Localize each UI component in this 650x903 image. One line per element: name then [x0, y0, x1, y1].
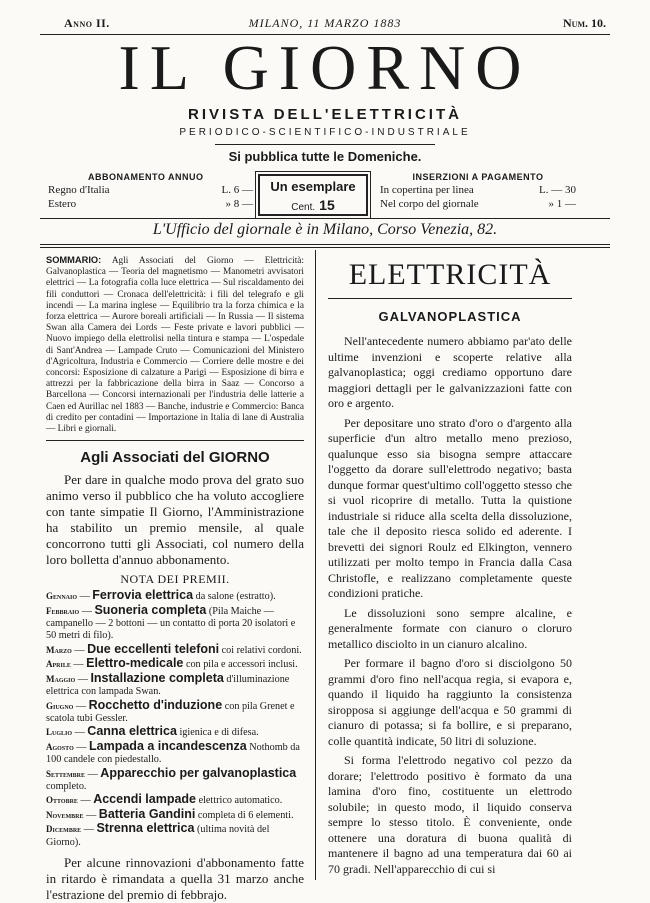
advertising-heading: INSERZIONI A PAGAMENTO: [412, 172, 544, 182]
premio-item: Novembre — Batteria Gandini completa di 6 elementi.: [46, 806, 294, 821]
tagline-rule: [215, 144, 435, 145]
issue-number: Num. 10.: [563, 16, 606, 30]
premio-item: Gennaio — Ferrovia elettrica da salone (estratto).: [46, 588, 276, 603]
masthead-subtitle: RIVISTA DELL'ELETTRICITÀ: [188, 106, 462, 123]
premio-item: Ottobre — Accendi lampade elettrico automatico.: [46, 792, 283, 807]
estero-price: » 8 —: [225, 198, 253, 210]
subscription-box: [48, 172, 253, 210]
premio-item: Dicembre — Strenna elettrica (ultima novità del Giorno).: [46, 821, 270, 848]
copertina-price: L. — 30: [539, 184, 576, 196]
subscription-heading: ABBONAMENTO ANNUO: [88, 172, 204, 182]
sommario-text: Agli Associati del Giorno — Elettricità: Galvanoplastica — Teoria del magnetismo — Manometri avvisatori elettrici — La fotografia colla luce elettrica — Sul riscaldamento dei fili conduttori — Cronaca dell'elettricità: i fili del telegrafo e gli incendi — La marina inglese — Equilibrio tra la forza chimica e la forza elettrica — Aurore boreali artificiali — In Russia — Il sistema Swan alla Camera dei Lords — Feste private e lavori pubblici — Nuovo impiego della elettrolisi nella tintura e stampa — L'ospedale di Sant'Andrea — Lampade Cruto — Comunicazioni del Ministero d'Agricoltura, Industria e Commercio — Corriere delle mostre e dei concorsi: Esposizione di calzature a Parigi — Esposizione di birra e attrezzi per la fabbricazione della birra in Saaz — Concorso a Barcellona — Concorsi internazionali per l'industria delle latterie a Caen ed Aurillac nel 1883 — Banche, industrie e Commercio: Banca di credito per contadini — Importazione in Italia di lane di Australia — Libri e giornali.: [46, 256, 305, 435]
article-paragraph: Nell'antecedente numero abbiamo par'ato delle ultime invenzioni e scoperte relative alla galvanoplastica; oggi crediamo opportuno dare maggiori dettagli per le galvanizzazioni fatte con oro e argento.: [328, 334, 572, 410]
copertina-label: In copertina per linea: [380, 184, 474, 196]
masthead-title: IL GIORNO: [118, 32, 532, 103]
corpo-price: » 1 —: [548, 198, 576, 210]
office-address: L'Ufficio del giornale è in Milano, Corso Venezia, 82.: [152, 221, 498, 238]
premio-item: Luglio — Canna elettrica igienica e di difesa.: [46, 724, 259, 739]
office-rule-top: [40, 218, 610, 219]
premio-item: Febbraio — Suoneria completa (Pila Maiche — campanello — 2 bottoni — un contatto di porta 20 isolatori e 50 metri di filo).: [46, 602, 296, 642]
single-copy-label: Un esemplare: [270, 179, 356, 194]
office-rule-bottom: [40, 244, 610, 245]
single-copy-price-label: Cent.: [291, 202, 316, 213]
advertising-box: [380, 172, 576, 210]
premi-list: [46, 589, 304, 849]
premio-item: Giugno — Rocchetto d'induzione con pila Grenet e scatola tubi Gessler.: [46, 697, 295, 724]
premio-item: Maggio — Installazione completa d'illuminazione elettrica con lampada Swan.: [46, 670, 290, 698]
masthead-tagline: PERIODICO-SCIENTIFICO-INDUSTRIALE: [179, 127, 471, 138]
single-copy-price: 15: [319, 197, 335, 213]
regno-label: Regno d'Italia: [48, 184, 110, 196]
sommario: [46, 255, 304, 435]
article-title: ELETTRICITÀ: [328, 258, 572, 299]
article-paragraph: Le dissoluzioni sono sempre alcaline, e generalmente formate con cianuro o cloruro metallico disciolto in un cianuro alcalino.: [328, 605, 572, 651]
article-paragraph: Si forma l'elettrodo negativo col pezzo da dorare; l'elettrodo positivo è formato da una lamina d'oro fino, costituente un elettrodo solubile; in questo modo, il liquido conserva sempre lo stesso titolo. È conveniente, onde ottenere una doratura di buona qualità di mantenere il bagno ad una temperatura dai 60 ai 70 gradi. Nell'apparecchio di cui si: [328, 753, 572, 876]
office-rule-double: [40, 247, 610, 248]
header-line: [40, 14, 610, 34]
right-column: [328, 258, 572, 877]
publication-schedule: Si pubblica tutte le Domeniche.: [228, 149, 422, 164]
estero-label: Estero: [48, 198, 77, 210]
associati-intro: Per dare in qualche modo prova del grato suo animo verso il pubblico che ha voluto accogliere con tante simpatie Il Giorno, l'Amministrazione ha stabilito un premio mensile, al quale concorrono tutti gli Associati, col numero della loro bolletta d'annuo abbonamento.: [46, 472, 304, 568]
premio-item: Settembre — Apparecchio per galvanoplastica completo.: [46, 765, 297, 792]
premio-item: Agosto — Lampada a incandescenza Nothomb da 100 candele con piedestallo.: [46, 738, 300, 766]
article-paragraph: Per formare il bagno d'oro si disciolgono 50 grammi d'oro fino nell'acqua regia, si evapora e, quando il liquido ha raggiunto la consistenza siropposa si aggiunge dell'acqua e 50 grammi di cianuro di potassa; si fa bollire, e si preparano, colle quantità indicate, 50 litri di soluzione.: [328, 656, 572, 748]
premio-item: Aprile — Elettro-medicale con pila e accessori inclusi.: [46, 656, 298, 671]
column-separator: [315, 250, 316, 880]
issue-date: MILANO, 11 MARZO 1883: [248, 16, 402, 30]
left-column: [46, 255, 304, 903]
corpo-label: Nel corpo del giornale: [380, 198, 479, 210]
article-subtitle: GALVANOPLASTICA: [378, 309, 522, 324]
single-copy-box: [258, 174, 368, 216]
sommario-label: SOMMARIO:: [46, 255, 102, 265]
premi-heading: NOTA DEI PREMII.: [120, 572, 230, 587]
associati-outro: Per alcune rinnovazioni d'abbonamento fatte in ritardo è rimandata a quella 31 marzo anche l'estrazione del premio di febbrajo.: [46, 854, 304, 902]
premio-item: Marzo — Due eccellenti telefoni coi relativi cordoni.: [46, 641, 302, 656]
sommario-rule: [46, 440, 304, 441]
article-paragraph: Per depositare uno strato d'oro o d'argento alla superficie d'un altro metallo meno prezioso, qualunque esso sia bisogna sempre attaccare l'oggetto da dorare sull'elettrodo negativo; basta dunque formar quest'ultimo coll'oggetto stesso che si vuol ricoprire di metallo. Tutta la quistione industriale si riduce alla scelta della dissoluzione, tale che il deposito riesca solido ed aderente. I brevetti dei signori Roulz ed Elkington, vennero utilizzati per molto tempo in Francia dalla Casa Christofle, e realizzano completamente queste condizioni pratiche.: [328, 415, 572, 600]
regno-price: L. 6 —: [221, 184, 253, 196]
associati-heading: Agli Associati del GIORNO: [80, 449, 270, 467]
issue-year: Anno II.: [64, 16, 110, 30]
